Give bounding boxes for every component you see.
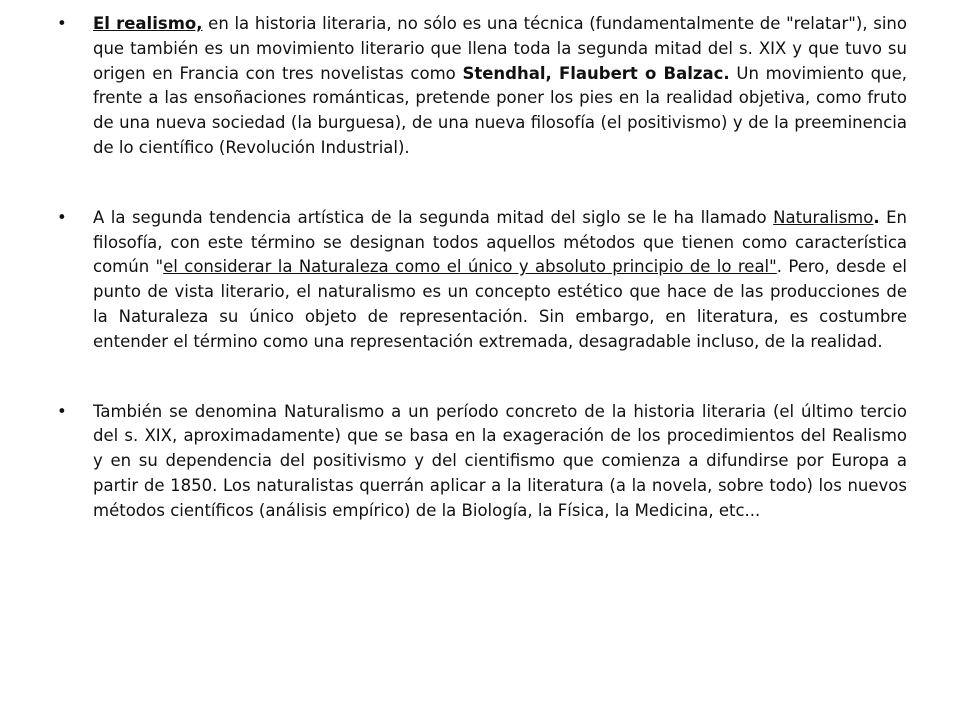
bullet-item-realismo <box>57 12 907 161</box>
bullet-marker: • <box>57 401 67 421</box>
bullet-marker: • <box>57 14 67 33</box>
term-realismo: El realismo, <box>93 14 203 33</box>
bullet-text: También se denomina Naturalismo a un período concreto de la historia literaria (el último tercio del s. XIX, aproximadamente) que se basa en la exageración de los procedimientos del Realismo y en su dependencia del positivismo y del cientifismo que comienza a difundirse por Europa a partir de 1850. Los naturalistas querrán aplicar a la literatura (a la novela, sobre todo) los nuevos métodos científicos (análisis empírico) de la Biología, la Física, la Medicina, etc... <box>93 401 907 520</box>
bullet-text: Un movimiento que, frente a las ensoñaciones románticas, pretende poner los pies en la realidad objetiva, como fruto de una nueva sociedad (la burguesa), de una nueva filosofía (el positivismo) y de la preeminencia de lo científico (Revolución Industrial). <box>93 63 907 157</box>
bullet-text: . Pero, desde el punto de vista literario, el naturalismo es un concepto estético que hace de las producciones de la Naturaleza su único objeto de representación. Sin embargo, en literatura, es costumbre entender el término como una representación extremada, desagradable incluso, de la realidad. <box>93 257 907 351</box>
bullet-text: En filosofía, con este término se designan todos aquellos métodos que tienen como característica común " <box>93 207 907 277</box>
bullet-list <box>57 12 907 569</box>
bullet-text: en la historia literaria, no sólo es una técnica (fundamentalmente de "relatar"), sino que también es un movimiento literario que llena toda la segunda mitad del s. XIX y que tuvo su origen en Francia con tres novelistas como <box>93 14 907 83</box>
novelists-names: Stendhal, Flaubert o Balzac. <box>462 63 730 83</box>
bullet-text: A la segunda tendencia artística de la segunda mitad del siglo se le ha llamado <box>93 207 774 227</box>
bold-period: . <box>873 207 880 227</box>
bullet-item-periodo <box>57 400 907 524</box>
term-naturalismo: Naturalismo <box>773 207 874 227</box>
bullet-item-naturalismo <box>57 206 907 355</box>
naturalism-definition-quote: el considerar la Naturaleza como el único y absoluto principio de lo real" <box>163 257 777 277</box>
bullet-marker: • <box>57 207 67 227</box>
